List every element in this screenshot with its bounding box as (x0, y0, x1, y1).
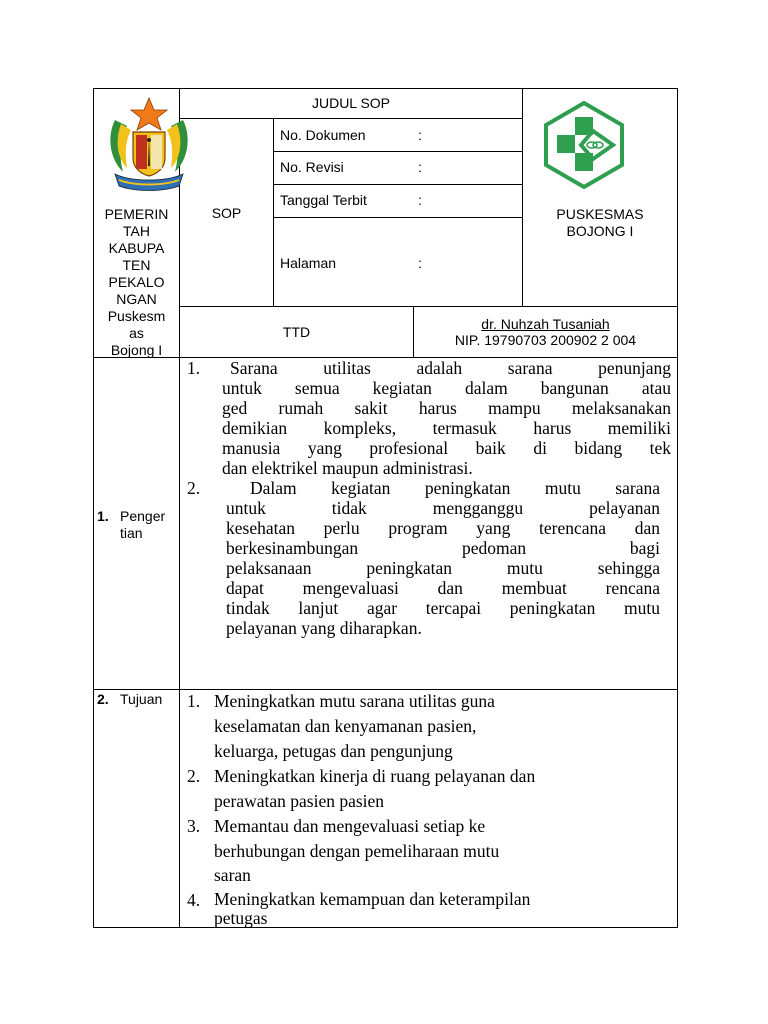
list-line: petugas (214, 908, 268, 928)
list-line: dapat mengevaluasi dan membuat rencana (226, 578, 660, 598)
list-line: perawatan pasien pasien (214, 791, 385, 811)
list-line: Meningkatkan kemampuan dan keterampilan (214, 889, 531, 909)
list-line: Sarana utilitas adalah sarana penunjang (230, 358, 671, 378)
signer-nip: NIP. 19790703 200902 2 004 (454, 332, 637, 348)
list-line: dan elektrikel maupun administrasi. (222, 458, 473, 478)
list-line: pelaksanaan peningkatan mutu sehingga (226, 558, 660, 578)
list-line: berhubungan dengan pemeliharaan mutu (214, 841, 500, 861)
list-line: untuk semua kegiatan dalam bangunan atau (222, 378, 671, 398)
field-tanggal-terbit-sep: : (418, 192, 422, 208)
signer-name: dr. Nuhzah Tusaniah (481, 316, 610, 332)
list-line: untuk tidak mengganggu pelayanan (226, 498, 660, 518)
field-tanggal-terbit-label: Tanggal Terbit (280, 192, 367, 208)
list-line: kesehatan perlu program yang terencana dan (226, 518, 660, 538)
list-line: saran (214, 865, 251, 885)
field-no-dokumen-sep: : (418, 127, 422, 143)
list-line: pelayanan yang diharapkan. (226, 618, 422, 638)
field-no-dokumen-label: No. Dokumen (280, 127, 366, 143)
ttd-label: TTD (282, 324, 311, 340)
puskesmas-label: PUSKESMAS BOJONG I (556, 206, 644, 239)
field-halaman-label: Halaman (280, 255, 337, 271)
section-number: 1. (97, 508, 109, 524)
list-number: 2. (187, 478, 201, 498)
field-no-revisi-label: No. Revisi (280, 159, 344, 175)
list-line: Memantau dan mengevaluasi setiap ke (214, 816, 486, 836)
list-line: Dalam kegiatan peningkatan mutu sarana (250, 478, 660, 498)
list-line: berkesinambungan pedoman bagi (226, 538, 660, 558)
puskesmas-short-label: Puskesm as Bojong I (107, 308, 166, 358)
list-number: 2. (187, 766, 201, 786)
section-number: 2. (97, 691, 109, 707)
section-title-tujuan: Tujuan (120, 691, 163, 707)
list-line: Meningkatkan kinerja di ruang pelayanan dan (214, 766, 536, 786)
list-line: manusia yang profesional baik di bidang tek (222, 438, 671, 458)
government-label: PEMERIN TAH KABUPA TEN PEKALO NGAN (104, 206, 169, 307)
list-line: ged rumah sakit harus mampu melaksanakan (222, 398, 671, 418)
field-halaman-sep: : (418, 255, 422, 271)
list-line: tindak lanjut agar tercapai peningkatan mutu (226, 598, 660, 618)
list-line: demikian kompleks, termasuk harus memiliki (222, 418, 671, 438)
list-number: 1. (187, 691, 201, 711)
list-line: Meningkatkan mutu sarana utilitas guna (214, 691, 495, 711)
list-line: keluarga, petugas dan pengunjung (214, 741, 453, 761)
section-title-pengertian: Penger tian (120, 508, 166, 541)
list-number: 1. (187, 358, 201, 378)
field-no-revisi-sep: : (418, 159, 422, 175)
sop-label: SOP (211, 205, 242, 221)
puskesmas-logo-icon (543, 101, 625, 189)
sop-title: JUDUL SOP (311, 95, 391, 111)
list-line: keselamatan dan kenyamanan pasien, (214, 716, 477, 736)
list-number: 3. (187, 816, 201, 836)
list-number: 4. (187, 890, 201, 910)
